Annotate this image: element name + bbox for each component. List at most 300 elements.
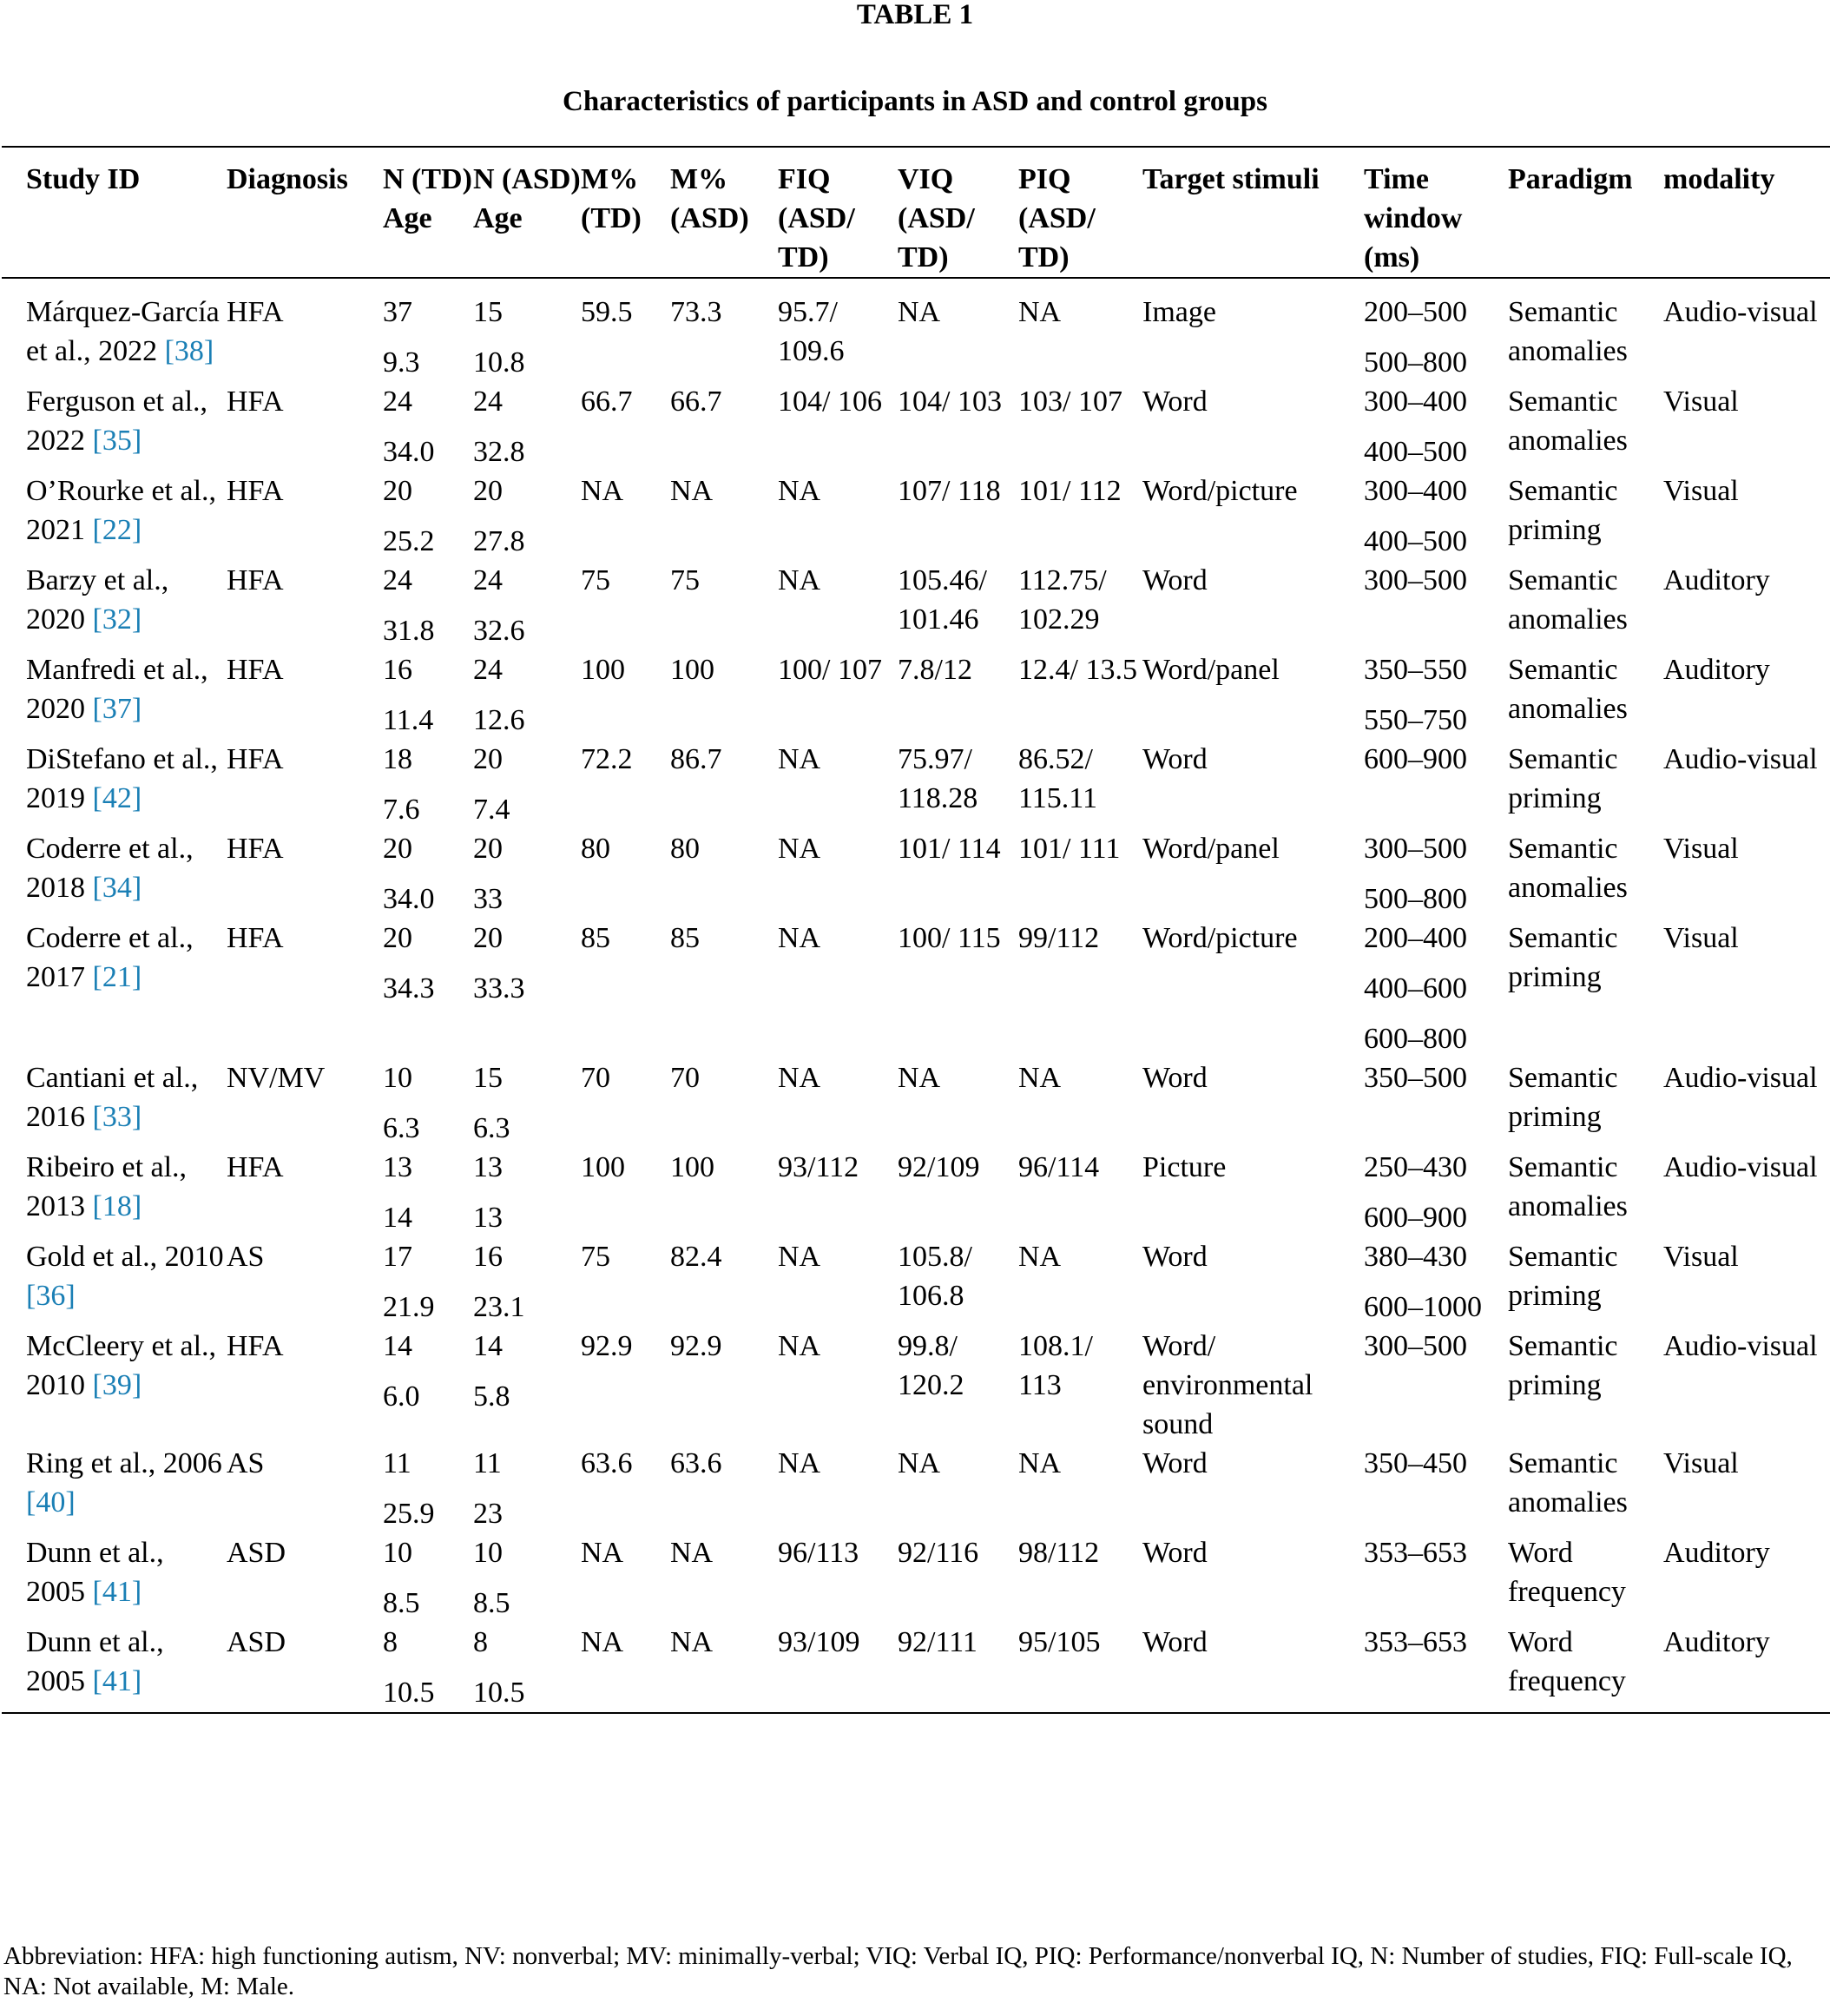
study-citation: Coderre et al., 2017 xyxy=(26,922,194,993)
n-asd-cell-age: 13 xyxy=(473,1202,503,1234)
header-paradigm: Paradigm xyxy=(1508,147,1663,278)
n-td-cell-n: 20 xyxy=(383,833,412,865)
m-td-cell: 66.7 xyxy=(581,385,633,418)
n-asd-cell xyxy=(473,1237,581,1327)
viq-cell: 105.8/ 106.8 xyxy=(898,1241,972,1312)
modality-cell: Visual xyxy=(1663,1447,1739,1479)
n-asd-cell-n: 20 xyxy=(473,475,503,507)
n-asd-cell-age: 10.5 xyxy=(473,1677,525,1709)
n-asd-cell-age: 5.8 xyxy=(473,1380,510,1413)
m-td-cell: 70 xyxy=(581,1062,610,1094)
paradigm-cell: Semantic anomalies xyxy=(1508,1447,1628,1519)
fiq-cell: NA xyxy=(778,743,821,775)
time-window-value: 550–750 xyxy=(1364,704,1467,736)
time-window-value: 380–430 xyxy=(1364,1241,1467,1273)
target-stimuli-cell: Word xyxy=(1142,564,1208,596)
table-caption: Characteristics of participants in ASD and control groups xyxy=(563,86,1267,117)
table-header xyxy=(2,147,1830,278)
n-asd-cell xyxy=(473,471,581,561)
study-citation: Cantiani et al., 2016 xyxy=(26,1062,199,1133)
target-stimuli-cell: Word xyxy=(1142,1623,1364,1713)
n-asd-cell-age: 23.1 xyxy=(473,1291,525,1323)
paradigm-cell: Semantic anomalies xyxy=(1508,833,1628,904)
m-asd-cell: NA xyxy=(670,475,714,507)
n-td-cell-age: 6.3 xyxy=(383,1112,420,1144)
time-window-cell xyxy=(1364,829,1508,919)
n-td-cell-n: 10 xyxy=(383,1537,412,1569)
study-citation: Gold et al., 2010 xyxy=(26,1241,224,1273)
table-row xyxy=(2,278,1830,382)
n-td-cell-n: 13 xyxy=(383,1151,412,1183)
time-window-value: 400–600 xyxy=(1364,972,1467,1005)
study-id-cell xyxy=(2,1623,227,1713)
m-td-cell: 100 xyxy=(581,1151,625,1183)
n-asd-cell-n: 13 xyxy=(473,1151,503,1183)
reference-link: [37] xyxy=(92,693,142,725)
header-fiq: FIQ (ASD/ TD) xyxy=(778,147,898,278)
m-asd-cell: 75 xyxy=(670,564,700,596)
viq-cell: NA xyxy=(898,1062,941,1094)
study-id-cell xyxy=(2,1327,227,1444)
paradigm-cell: Semantic priming xyxy=(1508,475,1618,546)
n-asd-cell-n: 20 xyxy=(473,922,503,954)
target-stimuli-cell: Word xyxy=(1142,743,1208,775)
study-citation: McCleery et al., 2010 xyxy=(26,1330,217,1401)
study-citation: Ribeiro et al., 2013 xyxy=(26,1151,188,1222)
modality-cell: Audio-visual xyxy=(1663,296,1818,328)
m-td-cell: 72.2 xyxy=(581,743,633,775)
n-td-cell xyxy=(383,829,473,919)
table-row xyxy=(2,1623,1830,1713)
m-td-cell: 100 xyxy=(581,654,625,686)
header-time-window: Time window (ms) xyxy=(1364,147,1508,278)
n-asd-cell-n: 20 xyxy=(473,743,503,775)
study-id-cell xyxy=(2,650,227,740)
n-td-cell xyxy=(383,1623,473,1713)
n-td-cell-age: 14 xyxy=(383,1202,412,1234)
n-td-cell xyxy=(383,382,473,471)
piq-cell: 96/114 xyxy=(1018,1151,1100,1183)
study-citation: Ferguson et al., 2022 xyxy=(26,385,208,457)
modality-cell: Auditory xyxy=(1663,654,1770,686)
n-td-cell xyxy=(383,561,473,650)
piq-cell: 112.75/ 102.29 xyxy=(1018,564,1107,636)
table-row xyxy=(2,471,1830,561)
modality-cell: Visual xyxy=(1663,922,1739,954)
target-stimuli-cell: Word xyxy=(1142,385,1208,418)
paradigm-cell: Semantic priming xyxy=(1508,743,1618,814)
n-asd-cell-age: 33.3 xyxy=(473,972,525,1005)
viq-cell: 92/111 xyxy=(898,1623,1018,1713)
time-window-value: 353–653 xyxy=(1364,1537,1467,1569)
n-asd-cell-n: 15 xyxy=(473,296,503,328)
time-window-cell xyxy=(1364,1327,1508,1444)
table-row xyxy=(2,561,1830,650)
m-asd-cell: 100 xyxy=(670,1151,714,1183)
n-td-cell-n: 20 xyxy=(383,475,412,507)
n-asd-cell-age: 27.8 xyxy=(473,525,525,557)
study-citation: Dunn et al., 2005 xyxy=(26,1537,164,1608)
m-asd-cell: 100 xyxy=(670,654,714,686)
fiq-cell: NA xyxy=(778,922,821,954)
target-stimuli-cell: Word/picture xyxy=(1142,475,1298,507)
viq-cell: 92/116 xyxy=(898,1537,979,1569)
m-td-cell: NA xyxy=(581,1537,624,1569)
n-asd-cell xyxy=(473,740,581,829)
table-row xyxy=(2,829,1830,919)
n-asd-cell xyxy=(473,1623,581,1713)
n-td-cell-n: 8 xyxy=(383,1626,398,1658)
modality-cell: Audio-visual xyxy=(1663,1062,1818,1094)
n-td-cell-age: 25.2 xyxy=(383,525,435,557)
reference-link: [38] xyxy=(164,335,214,367)
n-td-cell-age: 34.0 xyxy=(383,436,435,468)
table-row xyxy=(2,1058,1830,1148)
header-target-stimuli: Target stimuli xyxy=(1142,147,1364,278)
m-asd-cell: NA xyxy=(670,1623,778,1713)
header-study-id: Study ID xyxy=(2,147,227,278)
study-citation: Dunn et al., 2005 xyxy=(26,1626,164,1697)
piq-cell: 86.52/ 115.11 xyxy=(1018,743,1097,814)
time-window-cell xyxy=(1364,561,1508,650)
n-td-cell-age: 10.5 xyxy=(383,1677,435,1709)
reference-link: [41] xyxy=(92,1576,142,1608)
piq-cell: NA xyxy=(1018,1241,1062,1273)
diagnosis-cell: HFA xyxy=(227,296,284,328)
diagnosis-cell: NV/MV xyxy=(227,1062,326,1094)
table-body xyxy=(2,278,1830,1713)
diagnosis-cell: HFA xyxy=(227,743,284,775)
n-asd-cell-age: 32.6 xyxy=(473,615,525,647)
viq-cell: 92/109 xyxy=(898,1151,980,1183)
header-m-td: M% (TD) xyxy=(581,147,670,278)
fiq-cell: 104/ 106 xyxy=(778,385,882,418)
modality-cell: Visual xyxy=(1663,1241,1739,1273)
study-id-cell xyxy=(2,471,227,561)
n-asd-cell-age: 12.6 xyxy=(473,704,525,736)
n-asd-cell-age: 8.5 xyxy=(473,1587,510,1619)
reference-link: [40] xyxy=(26,1486,76,1519)
target-stimuli-cell: Word xyxy=(1142,1062,1208,1094)
time-window-value: 300–400 xyxy=(1364,475,1467,507)
n-asd-cell-n: 24 xyxy=(473,564,503,596)
table-title: TABLE 1 xyxy=(856,0,974,30)
fiq-cell: NA xyxy=(778,475,821,507)
viq-cell: NA xyxy=(898,296,941,328)
n-asd-cell-age: 6.3 xyxy=(473,1112,510,1144)
header-n-asd-age: N (ASD) Age xyxy=(473,147,581,278)
viq-cell: NA xyxy=(898,1447,941,1479)
modality-cell: Visual xyxy=(1663,475,1739,507)
n-asd-cell-n: 24 xyxy=(473,654,503,686)
fiq-cell: 93/109 xyxy=(778,1623,898,1713)
time-window-value: 500–800 xyxy=(1364,346,1467,379)
m-asd-cell: 80 xyxy=(670,833,700,865)
modality-cell: Auditory xyxy=(1663,1537,1770,1569)
fiq-cell: NA xyxy=(778,1062,821,1094)
time-window-cell xyxy=(1364,740,1508,829)
time-window-value: 600–1000 xyxy=(1364,1291,1482,1323)
n-td-cell-age: 9.3 xyxy=(383,346,420,379)
piq-cell: NA xyxy=(1018,1447,1062,1479)
viq-cell: 7.8/12 xyxy=(898,654,972,686)
viq-cell: 101/ 114 xyxy=(898,833,1001,865)
study-citation: Ring et al., 2006 xyxy=(26,1447,222,1479)
n-td-cell-age: 7.6 xyxy=(383,794,420,826)
n-asd-cell-n: 11 xyxy=(473,1447,502,1479)
paradigm-cell: Semantic anomalies xyxy=(1508,1151,1628,1222)
modality-cell: Audio-visual xyxy=(1663,743,1818,775)
time-window-value: 300–500 xyxy=(1364,564,1467,596)
n-td-cell xyxy=(383,278,473,382)
diagnosis-cell: HFA xyxy=(227,1151,284,1183)
n-asd-cell-n: 14 xyxy=(473,1330,503,1362)
header-n-td-age: N (TD) Age xyxy=(383,147,473,278)
n-td-cell-age: 31.8 xyxy=(383,615,435,647)
modality-cell: Audio-visual xyxy=(1663,1330,1818,1362)
piq-cell: NA xyxy=(1018,296,1062,328)
n-asd-cell-n: 24 xyxy=(473,385,503,418)
study-id-cell xyxy=(2,829,227,919)
target-stimuli-cell: Word/panel xyxy=(1142,833,1280,865)
diagnosis-cell: HFA xyxy=(227,833,284,865)
diagnosis-cell: HFA xyxy=(227,922,284,954)
study-id-cell xyxy=(2,1237,227,1327)
n-td-cell-n: 10 xyxy=(383,1062,412,1094)
m-asd-cell: 85 xyxy=(670,922,700,954)
header-piq: PIQ (ASD/ TD) xyxy=(1018,147,1142,278)
time-window-cell xyxy=(1364,1444,1508,1533)
n-asd-cell xyxy=(473,1327,581,1444)
piq-cell: 108.1/ 113 xyxy=(1018,1330,1093,1401)
n-td-cell xyxy=(383,1148,473,1237)
target-stimuli-cell: Word xyxy=(1142,1537,1208,1569)
n-td-cell-age: 21.9 xyxy=(383,1291,435,1323)
study-citation: Coderre et al., 2018 xyxy=(26,833,194,904)
study-id-cell xyxy=(2,278,227,382)
time-window-cell xyxy=(1364,1148,1508,1237)
target-stimuli-cell: Picture xyxy=(1142,1151,1227,1183)
m-td-cell: 75 xyxy=(581,1241,610,1273)
m-asd-cell: 63.6 xyxy=(670,1447,722,1479)
m-asd-cell: 82.4 xyxy=(670,1241,722,1273)
table-row xyxy=(2,1327,1830,1444)
diagnosis-cell: HFA xyxy=(227,475,284,507)
n-asd-cell xyxy=(473,382,581,471)
n-td-cell-n: 37 xyxy=(383,296,412,328)
target-stimuli-cell: Word/panel xyxy=(1142,654,1280,686)
study-citation: Barzy et al., 2020 xyxy=(26,564,169,636)
n-asd-cell-age: 23 xyxy=(473,1498,503,1530)
reference-link: [32] xyxy=(92,603,142,636)
n-td-cell-n: 24 xyxy=(383,385,412,418)
reference-link: [36] xyxy=(26,1280,76,1312)
piq-cell: 98/112 xyxy=(1018,1537,1100,1569)
n-td-cell-age: 11.4 xyxy=(383,704,434,736)
paradigm-cell: Semantic anomalies xyxy=(1508,385,1628,457)
m-asd-cell: 70 xyxy=(670,1062,700,1094)
diagnosis-cell: AS xyxy=(227,1241,265,1273)
time-window-cell xyxy=(1364,1623,1508,1713)
piq-cell: NA xyxy=(1018,1062,1062,1094)
table-row xyxy=(2,382,1830,471)
n-td-cell xyxy=(383,1327,473,1444)
target-stimuli-cell: Word xyxy=(1142,1447,1208,1479)
m-td-cell: 85 xyxy=(581,922,610,954)
m-asd-cell: 92.9 xyxy=(670,1330,722,1362)
viq-cell: 100/ 115 xyxy=(898,922,1001,954)
study-citation: DiStefano et al., 2019 xyxy=(26,743,218,814)
n-asd-cell-age: 33 xyxy=(473,883,503,915)
reference-link: [35] xyxy=(92,425,142,457)
time-window-value: 200–400 xyxy=(1364,922,1467,954)
n-asd-cell xyxy=(473,650,581,740)
study-citation: O’Rourke et al., 2021 xyxy=(26,475,217,546)
viq-cell: 99.8/ 120.2 xyxy=(898,1330,964,1401)
study-id-cell xyxy=(2,740,227,829)
reference-link: [34] xyxy=(92,872,142,904)
n-asd-cell-age: 10.8 xyxy=(473,346,525,379)
n-td-cell xyxy=(383,919,473,1058)
paradigm-cell: Word frequency xyxy=(1508,1623,1663,1713)
diagnosis-cell: ASD xyxy=(227,1537,286,1569)
target-stimuli-cell: Word/ environmental sound xyxy=(1142,1330,1313,1440)
time-window-value: 350–450 xyxy=(1364,1447,1467,1479)
study-id-cell xyxy=(2,1058,227,1148)
n-td-cell xyxy=(383,650,473,740)
viq-cell: 105.46/ 101.46 xyxy=(898,564,987,636)
n-asd-cell-age: 32.8 xyxy=(473,436,525,468)
n-td-cell-age: 8.5 xyxy=(383,1587,420,1619)
fiq-cell: 100/ 107 xyxy=(778,654,882,686)
fiq-cell: 93/112 xyxy=(778,1151,859,1183)
time-window-cell xyxy=(1364,1237,1508,1327)
paradigm-cell: Semantic priming xyxy=(1508,1330,1618,1401)
n-td-cell-age: 34.0 xyxy=(383,883,435,915)
n-asd-cell xyxy=(473,1444,581,1533)
n-td-cell-n: 17 xyxy=(383,1241,412,1273)
n-td-cell xyxy=(383,1533,473,1623)
n-td-cell xyxy=(383,471,473,561)
n-td-cell-age: 6.0 xyxy=(383,1380,420,1413)
study-id-cell xyxy=(2,1148,227,1237)
piq-cell: 99/112 xyxy=(1018,922,1100,954)
header-diagnosis: Diagnosis xyxy=(227,147,383,278)
fiq-cell: NA xyxy=(778,564,821,596)
diagnosis-cell: AS xyxy=(227,1447,265,1479)
modality-cell: Auditory xyxy=(1663,564,1770,596)
target-stimuli-cell: Image xyxy=(1142,296,1216,328)
piq-cell: 101/ 112 xyxy=(1018,475,1122,507)
m-td-cell: NA xyxy=(581,1623,670,1713)
m-td-cell: 80 xyxy=(581,833,610,865)
study-id-cell xyxy=(2,1444,227,1533)
n-td-cell-n: 11 xyxy=(383,1447,411,1479)
n-td-cell xyxy=(383,740,473,829)
time-window-cell xyxy=(1364,382,1508,471)
piq-cell: 12.4/ 13.5 xyxy=(1018,654,1137,686)
fiq-cell: 96/113 xyxy=(778,1537,859,1569)
fiq-cell: NA xyxy=(778,1447,821,1479)
reference-link: [21] xyxy=(92,961,142,993)
participants-table xyxy=(2,146,1830,1714)
n-asd-cell-n: 15 xyxy=(473,1062,503,1094)
paradigm-cell: Semantic anomalies xyxy=(1508,654,1628,725)
n-asd-cell-n: 16 xyxy=(473,1241,503,1273)
paradigm-cell: Semantic priming xyxy=(1508,1062,1618,1133)
viq-cell: 75.97/ 118.28 xyxy=(898,743,978,814)
reference-link: [39] xyxy=(92,1369,142,1401)
n-asd-cell-n: 10 xyxy=(473,1537,503,1569)
study-id-cell xyxy=(2,561,227,650)
fiq-cell: NA xyxy=(778,1241,821,1273)
n-td-cell-n: 18 xyxy=(383,743,412,775)
time-window-cell xyxy=(1364,278,1508,382)
time-window-cell xyxy=(1364,1533,1508,1623)
piq-cell: 101/ 111 xyxy=(1018,833,1121,865)
table-row xyxy=(2,1444,1830,1533)
n-td-cell-age: 34.3 xyxy=(383,972,435,1005)
target-stimuli-cell: Word/picture xyxy=(1142,922,1298,954)
piq-cell: 95/105 xyxy=(1018,1623,1142,1713)
m-td-cell: 92.9 xyxy=(581,1330,633,1362)
diagnosis-cell: HFA xyxy=(227,385,284,418)
n-td-cell xyxy=(383,1237,473,1327)
time-window-cell xyxy=(1364,471,1508,561)
m-td-cell: NA xyxy=(581,475,624,507)
n-td-cell-n: 14 xyxy=(383,1330,412,1362)
paradigm-cell: Semantic priming xyxy=(1508,922,1618,993)
header-row xyxy=(2,147,1830,278)
reference-link: [42] xyxy=(92,782,142,814)
reference-link: [22] xyxy=(92,514,142,546)
n-asd-cell xyxy=(473,829,581,919)
m-asd-cell: NA xyxy=(670,1537,714,1569)
study-citation: Márquez-García et al., 2022 xyxy=(26,296,220,367)
reference-link: [41] xyxy=(92,1665,142,1697)
m-asd-cell: 86.7 xyxy=(670,743,722,775)
time-window-value: 300–500 xyxy=(1364,833,1467,865)
paradigm-cell: Semantic anomalies xyxy=(1508,296,1628,367)
n-td-cell xyxy=(383,1058,473,1148)
viq-cell: 107/ 118 xyxy=(898,475,1001,507)
n-asd-cell-age: 7.4 xyxy=(473,794,510,826)
fiq-cell: NA xyxy=(778,1330,821,1362)
table-row xyxy=(2,1533,1830,1623)
n-td-cell xyxy=(383,1444,473,1533)
m-td-cell: 63.6 xyxy=(581,1447,633,1479)
n-asd-cell-n: 8 xyxy=(473,1626,488,1658)
time-window-value: 300–400 xyxy=(1364,385,1467,418)
table-row xyxy=(2,1148,1830,1237)
diagnosis-cell: HFA xyxy=(227,564,284,596)
diagnosis-cell: ASD xyxy=(227,1623,383,1713)
n-asd-cell xyxy=(473,1058,581,1148)
n-asd-cell xyxy=(473,919,581,1058)
modality-cell: Visual xyxy=(1663,833,1739,865)
table-row xyxy=(2,1237,1830,1327)
table-row xyxy=(2,740,1830,829)
reference-link: [33] xyxy=(92,1101,142,1133)
m-td-cell: 59.5 xyxy=(581,296,633,328)
modality-cell: Visual xyxy=(1663,385,1739,418)
time-window-value: 300–500 xyxy=(1364,1330,1467,1362)
n-asd-cell xyxy=(473,278,581,382)
m-td-cell: 75 xyxy=(581,564,610,596)
fiq-cell: 95.7/ 109.6 xyxy=(778,296,845,367)
piq-cell: 103/ 107 xyxy=(1018,385,1122,418)
time-window-cell xyxy=(1364,650,1508,740)
